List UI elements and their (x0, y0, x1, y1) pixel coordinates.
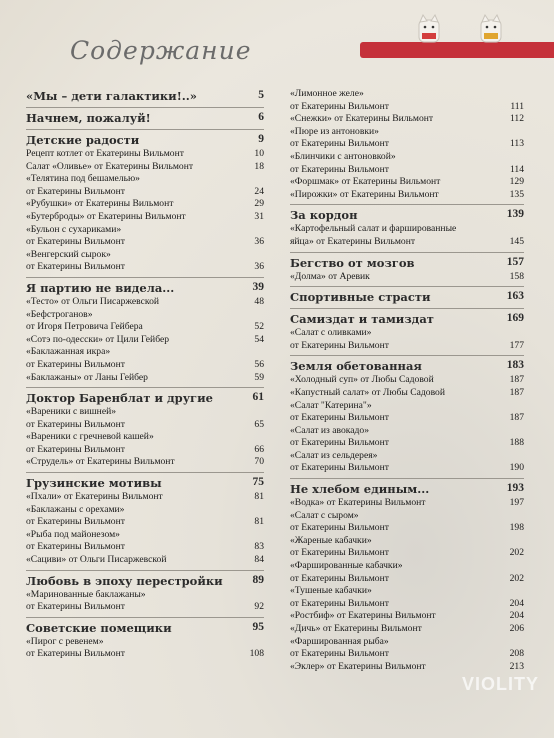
toc-page-number: 54 (254, 333, 264, 345)
toc-entry-title: от Екатерины Вильмонт (26, 541, 125, 553)
toc-entry-title: от Екатерины Вильмонт (290, 522, 389, 534)
page-title: Содержание (70, 36, 252, 65)
toc-entry[interactable] (26, 236, 264, 249)
toc-entry-title: Салат «Оливье» от Екатерины Вильмонт (26, 160, 194, 172)
toc-entry[interactable] (26, 173, 264, 186)
toc-entry[interactable] (26, 359, 264, 372)
toc-page-number: 70 (254, 456, 264, 468)
toc-page-number: 204 (509, 610, 524, 622)
toc-entry-title: «Бефстроганов» (26, 308, 93, 320)
toc-entry[interactable] (290, 113, 524, 126)
toc-page-number: 95 (252, 620, 264, 633)
toc-entry[interactable] (26, 504, 264, 517)
toc-page-number: 65 (254, 418, 264, 430)
section-divider (26, 107, 264, 108)
toc-entry[interactable] (290, 585, 524, 598)
toc-page-number: 59 (254, 371, 264, 383)
toc-page-number: 204 (509, 597, 524, 609)
toc-entry[interactable] (26, 261, 264, 274)
section-divider (26, 387, 264, 388)
toc-entry[interactable] (290, 547, 524, 560)
toc-entry[interactable] (290, 400, 524, 413)
toc-entry[interactable] (26, 648, 264, 661)
toc-entry-title: «Тесто» от Ольги Писаржевской (26, 295, 160, 307)
toc-entry-title: от Екатерины Вильмонт (26, 516, 125, 528)
toc-entry-title: Советские помещики (26, 620, 172, 635)
toc-entry-title: «Фаршированная рыба» (290, 635, 389, 647)
toc-entry-title: «Долма» от Аревик (290, 270, 370, 282)
toc-section-heading[interactable] (290, 481, 524, 497)
toc-page-number: 9 (258, 133, 264, 145)
toc-page-number: 92 (254, 601, 264, 613)
toc-entry-title: от Екатерины Вильмонт (26, 601, 125, 613)
toc-section-heading[interactable] (26, 132, 264, 148)
toc-entry-title: «Эклер» от Екатерины Вильмонт (290, 660, 426, 672)
toc-entry-title: от Екатерины Вильмонт (290, 138, 389, 150)
watermark-logo: VIOLITY (462, 674, 540, 694)
toc-entry[interactable] (26, 161, 264, 174)
toc-page-number: 84 (254, 554, 264, 566)
toc-entry[interactable] (290, 497, 524, 510)
toc-page-number: 36 (254, 236, 264, 248)
toc-entry[interactable] (290, 560, 524, 573)
toc-page-number: 81 (254, 491, 264, 503)
toc-entry-title: «Пхали» от Екатерины Вильмонт (26, 491, 163, 503)
toc-entry-title: от Екатерины Вильмонт (26, 648, 125, 660)
toc-entry-title: «Бутерброды» от Екатерины Вильмонт (26, 210, 186, 222)
toc-page-number: 188 (509, 437, 524, 449)
toc-page-number: 39 (252, 280, 264, 293)
toc-section-heading[interactable] (290, 311, 524, 327)
toc-page-number: 157 (506, 255, 524, 268)
toc-page-number: 114 (509, 163, 524, 175)
toc-entry[interactable] (26, 346, 264, 359)
toc-page-number: 187 (509, 374, 524, 386)
toc-entry-title: «Форшмак» от Екатерины Вильмонт (290, 176, 441, 188)
toc-entry[interactable] (26, 372, 264, 385)
toc-entry[interactable] (290, 648, 524, 661)
toc-page-number: 81 (254, 516, 264, 528)
toc-section-heading[interactable] (26, 390, 264, 406)
toc-entry-title: «Сотэ по-одесски» от Цили Гейбер (26, 333, 170, 345)
toc-entry-title: «Лимонное желе» (290, 88, 364, 99)
toc-entry-title: яйца» от Екатерины Вильмонт (290, 235, 416, 247)
toc-entry-title: «Пирог с ревенем» (26, 635, 104, 647)
toc-entry-title: от Екатерины Вильмонт (290, 412, 389, 424)
toc-entry-title: от Екатерины Вильмонт (290, 163, 389, 175)
toc-entry-title: «Струдель» от Екатерины Вильмонт (26, 456, 175, 468)
section-divider (26, 472, 264, 473)
toc-entry-title: «Пюре из антоновки» (290, 125, 379, 137)
toc-entry[interactable] (290, 437, 524, 450)
toc-entry-title: «Снежки» от Екатерины Вильмонт (290, 113, 434, 125)
toc-entry-title: от Екатерины Вильмонт (290, 572, 389, 584)
toc-page-number: 52 (254, 321, 264, 333)
toc-entry-title: «Салат из сельдерея» (290, 449, 378, 461)
toc-entry-title: Рецепт котлет от Екатерины Вильмонт (26, 148, 184, 159)
toc-entry[interactable] (290, 623, 524, 636)
section-divider (26, 129, 264, 130)
toc-entry-title: «Сациви» от Ольги Писаржевской (26, 554, 167, 566)
toc-entry[interactable] (290, 636, 524, 649)
section-divider (290, 286, 524, 287)
section-divider (26, 617, 264, 618)
toc-entry[interactable] (290, 101, 524, 114)
toc-entry-title: от Екатерины Вильмонт (26, 443, 125, 455)
toc-page-number: 193 (506, 482, 524, 495)
toc-entry[interactable] (26, 334, 264, 347)
toc-entry-title: «Салат из авокадо» (290, 424, 370, 436)
toc-entry-title: Любовь в эпоху перестройки (26, 573, 223, 588)
toc-section-heading[interactable] (26, 280, 264, 296)
toc-entry-title: от Екатерины Вильмонт (290, 437, 389, 449)
toc-entry[interactable] (26, 186, 264, 199)
toc-entry-title: от Екатерины Вильмонт (26, 185, 125, 197)
toc-entry-title: «Баклажаны» от Ланы Гейбер (26, 371, 148, 383)
toc-page-number: 48 (254, 295, 264, 307)
toc-entry-title: Грузинские мотивы (26, 476, 162, 491)
toc-page-number: 145 (509, 235, 524, 247)
toc-section-heading[interactable] (26, 88, 264, 104)
toc-entry-title: от Екатерины Вильмонт (290, 648, 389, 660)
toc-section-heading[interactable] (26, 620, 264, 636)
toc-page-number: 18 (254, 160, 264, 172)
toc-entry-title: «Рыба под майонезом» (26, 528, 120, 540)
toc-page-number: 83 (254, 541, 264, 553)
toc-entry-title: За кордон (290, 208, 358, 223)
toc-entry[interactable] (290, 573, 524, 586)
toc-entry[interactable] (26, 224, 264, 237)
toc-page-number: 10 (254, 148, 264, 159)
toc-entry-title: «Венгерский сырок» (26, 248, 111, 260)
toc-entry-title: Доктор Баренблат и другие (26, 391, 213, 406)
toc-column-right (290, 88, 524, 673)
toc-page-number: 183 (506, 359, 524, 372)
toc-page-number: 169 (506, 312, 524, 325)
toc-page-number: 177 (509, 339, 524, 351)
section-divider (26, 277, 264, 278)
toc-page-number: 158 (509, 270, 524, 282)
toc-page-number: 213 (509, 660, 524, 672)
toc-entry-title: от Екатерины Вильмонт (26, 358, 125, 370)
toc-page-number: 56 (254, 358, 264, 370)
toc-page-number: 187 (509, 412, 524, 424)
toc-page-number: 24 (254, 185, 264, 197)
toc-page-number: 6 (258, 111, 264, 123)
toc-entry-title: «Дичь» от Екатерины Вильмонт (290, 623, 422, 634)
section-divider (290, 478, 524, 479)
toc-entry[interactable] (290, 138, 524, 151)
toc-entry-title: «Телятина под бешамелью» (26, 173, 140, 185)
toc-entry-title: «Фаршированные кабачки» (290, 560, 403, 572)
toc-entry-title: «Водка» от Екатерины Вильмонт (290, 497, 426, 509)
toc-page-number: 208 (509, 648, 524, 660)
toc-entry-title: «Баклажаны с орехами» (26, 503, 125, 515)
toc-page-number: 187 (509, 386, 524, 398)
toc-page-number: 111 (510, 100, 524, 112)
toc-entry[interactable] (26, 296, 264, 309)
toc-section-heading[interactable] (26, 573, 264, 589)
toc-entry-title: Земля обетованная (290, 359, 422, 374)
toc-entry-title: «Салат "Катерина"» (290, 399, 372, 411)
toc-page-number: 89 (252, 573, 264, 586)
section-divider (290, 204, 524, 205)
toc-entry-title: Спортивные страсти (290, 290, 431, 305)
toc-page-number: 61 (252, 391, 264, 404)
toc-entry[interactable] (26, 249, 264, 262)
toc-section-heading[interactable] (290, 358, 524, 374)
toc-entry[interactable] (26, 406, 264, 419)
toc-entry-title: от Екатерины Вильмонт (290, 339, 389, 351)
toc-entry[interactable] (290, 176, 524, 189)
toc-entry[interactable] (290, 450, 524, 463)
toc-section-heading[interactable] (290, 289, 524, 305)
toc-entry-title: «Блинчики с антоновкой» (290, 150, 396, 162)
toc-entry-title: от Екатерины Вильмонт (290, 547, 389, 559)
toc-page-number: 112 (509, 113, 524, 125)
toc-entry[interactable] (290, 271, 524, 284)
toc-entry-title: от Екатерины Вильмонт (290, 597, 389, 609)
toc-entry-title: Я партию не видела... (26, 280, 175, 295)
toc-entry[interactable] (26, 198, 264, 211)
section-divider (290, 252, 524, 253)
toc-entry[interactable] (26, 419, 264, 432)
toc-entry[interactable] (290, 610, 524, 623)
lucky-cat-figurine-icon (414, 14, 444, 44)
toc-entry[interactable] (290, 164, 524, 177)
toc-entry-title: Детские радости (26, 133, 140, 147)
section-divider (290, 308, 524, 309)
toc-entry[interactable] (26, 211, 264, 224)
toc-entry[interactable] (290, 462, 524, 475)
toc-entry-title: «Тушеные кабачки» (290, 585, 372, 597)
toc-entry-title: «Салат с сыром» (290, 509, 359, 521)
toc-entry[interactable] (290, 126, 524, 139)
toc-entry[interactable] (26, 148, 264, 161)
toc-entry[interactable] (26, 529, 264, 542)
toc-entry[interactable] (290, 412, 524, 425)
toc-entry-title: «Бульон с сухариками» (26, 223, 122, 235)
toc-entry-title: «Вареники с вишней» (26, 406, 117, 418)
toc-entry-title: «Пирожки» от Екатерины Вильмонт (290, 188, 439, 200)
toc-page-number: 66 (254, 443, 264, 455)
toc-entry[interactable] (290, 88, 524, 101)
toc-page-number: 202 (509, 547, 524, 559)
toc-entry[interactable] (290, 535, 524, 548)
section-divider (26, 570, 264, 571)
toc-entry[interactable] (290, 223, 524, 236)
toc-entry[interactable] (26, 491, 264, 504)
toc-entry[interactable] (290, 661, 524, 674)
toc-entry[interactable] (26, 516, 264, 529)
toc-entry[interactable] (290, 374, 524, 387)
toc-page-number: 198 (509, 522, 524, 534)
toc-page-number: 31 (254, 210, 264, 222)
toc-entry-title: «Мы – дети галактики!..» (26, 89, 197, 103)
toc-entry[interactable] (290, 510, 524, 523)
section-divider (290, 355, 524, 356)
toc-page-number: 5 (258, 89, 264, 101)
toc-entry[interactable] (290, 189, 524, 202)
toc-column-left (26, 88, 264, 661)
toc-entry[interactable] (26, 541, 264, 554)
toc-entry-title: Не хлебом единым... (290, 482, 430, 497)
toc-entry[interactable] (26, 321, 264, 334)
toc-page-number: 197 (509, 497, 524, 509)
toc-entry-title: от Екатерины Вильмонт (290, 462, 389, 474)
toc-entry-title: «Ростбиф» от Екатерины Вильмонт (290, 610, 436, 622)
toc-entry[interactable] (26, 601, 264, 614)
toc-entry-title: Самиздат и тамиздат (290, 312, 434, 327)
toc-entry[interactable] (290, 425, 524, 438)
toc-entry[interactable] (290, 598, 524, 611)
toc-entry[interactable] (26, 444, 264, 457)
toc-page-number: 108 (249, 648, 264, 660)
toc-entry-title: «Вареники с гречневой кашей» (26, 431, 154, 443)
toc-section-heading[interactable] (26, 475, 264, 491)
toc-entry-title: «Капустный салат» от Любы Садовой (290, 386, 445, 398)
toc-entry-title: «Маринованные баклажаны» (26, 588, 146, 600)
toc-entry[interactable] (290, 340, 524, 353)
toc-page-number: 113 (509, 138, 524, 150)
toc-entry[interactable] (26, 456, 264, 469)
toc-entry-title: от Екатерины Вильмонт (26, 236, 125, 248)
toc-entry-title: «Баклажанная икра» (26, 346, 111, 358)
toc-page-number: 135 (509, 188, 524, 200)
lucky-cat-figurine-icon (476, 14, 506, 44)
toc-entry-title: Начнем, пожалуй! (26, 111, 151, 125)
toc-page-number: 29 (254, 198, 264, 210)
toc-entry-title: «Жареные кабачки» (290, 534, 372, 546)
toc-page-number: 75 (252, 476, 264, 489)
toc-page-number: 36 (254, 261, 264, 273)
toc-entry[interactable] (26, 589, 264, 602)
toc-entry-title: «Картофельный салат и фаршированные (290, 223, 457, 235)
toc-entry-title: «Холодный суп» от Любы Садовой (290, 374, 434, 386)
toc-entry-title: от Екатерины Вильмонт (26, 418, 125, 430)
toc-entry[interactable] (26, 309, 264, 322)
toc-section-heading[interactable] (290, 207, 524, 223)
toc-entry[interactable] (26, 431, 264, 444)
toc-entry-title: от Екатерины Вильмонт (290, 100, 389, 112)
toc-entry[interactable] (290, 522, 524, 535)
toc-entry[interactable] (290, 327, 524, 340)
toc-entry-title: Бегство от мозгов (290, 255, 415, 270)
toc-entry[interactable] (290, 387, 524, 400)
toc-section-heading[interactable] (290, 255, 524, 271)
toc-page-number: 163 (506, 290, 524, 303)
decor-ribbon (360, 42, 554, 58)
toc-entry[interactable] (26, 636, 264, 649)
toc-page-number: 206 (509, 623, 524, 634)
toc-section-heading[interactable] (26, 110, 264, 126)
toc-entry[interactable] (290, 236, 524, 249)
toc-entry[interactable] (290, 151, 524, 164)
toc-entry-title: от Игоря Петровича Гейбера (26, 321, 143, 333)
toc-entry-title: «Салат с оливками» (290, 327, 372, 339)
toc-page-number: 139 (506, 208, 524, 221)
toc-entry[interactable] (26, 554, 264, 567)
toc-page-number: 129 (509, 176, 524, 188)
toc-page-number: 202 (509, 572, 524, 584)
toc-entry-title: «Рубушки» от Екатерины Вильмонт (26, 198, 174, 210)
toc-page-number: 190 (509, 462, 524, 474)
toc-entry-title: от Екатерины Вильмонт (26, 261, 125, 273)
